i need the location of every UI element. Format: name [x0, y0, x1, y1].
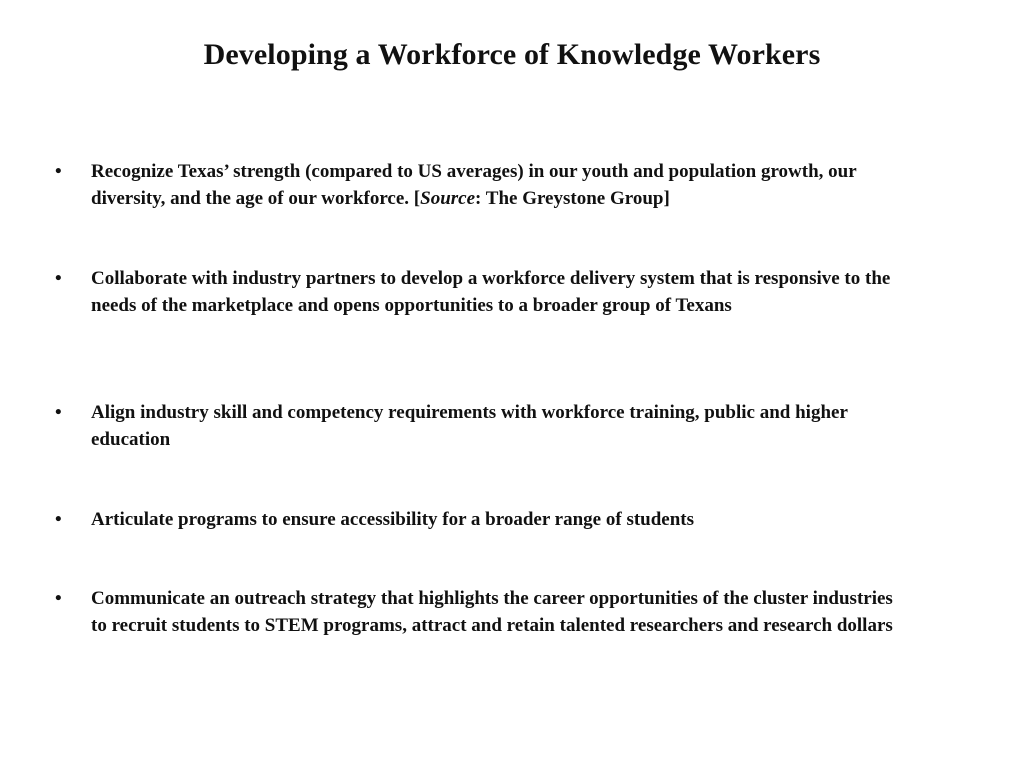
bullet-icon: •: [55, 402, 62, 423]
bullet-text: Communicate an outreach strategy that highlights the career opportunities of the cluster industries to recruit students to STEM programs, attract and retain talented researchers and research dollars: [91, 588, 893, 636]
source-label: Source: [420, 188, 476, 209]
bullet-text: [91, 158, 901, 212]
bullet-icon: •: [55, 588, 62, 609]
bullet-text-main: Recognize Texas’ strength (compared to US averages) in our youth and population growth, our diversity, and the age of our workforce. [: [91, 161, 857, 209]
bullet-icon: •: [55, 509, 62, 530]
bullet-text: Collaborate with industry partners to develop a workforce delivery system that is responsive to the needs of the marketplace and opens opportunities to a broader group of Texans: [91, 268, 891, 316]
bullet-icon: •: [55, 268, 62, 289]
source-name: : The Greystone Group]: [475, 188, 670, 209]
bullet-text: Articulate programs to ensure accessibility for a broader range of students: [91, 509, 695, 530]
slide-title: Developing a Workforce of Knowledge Workers: [203, 38, 821, 71]
bullet-icon: •: [55, 161, 62, 182]
bullet-text: Align industry skill and competency requirements with workforce training, public and higher education: [91, 402, 848, 450]
